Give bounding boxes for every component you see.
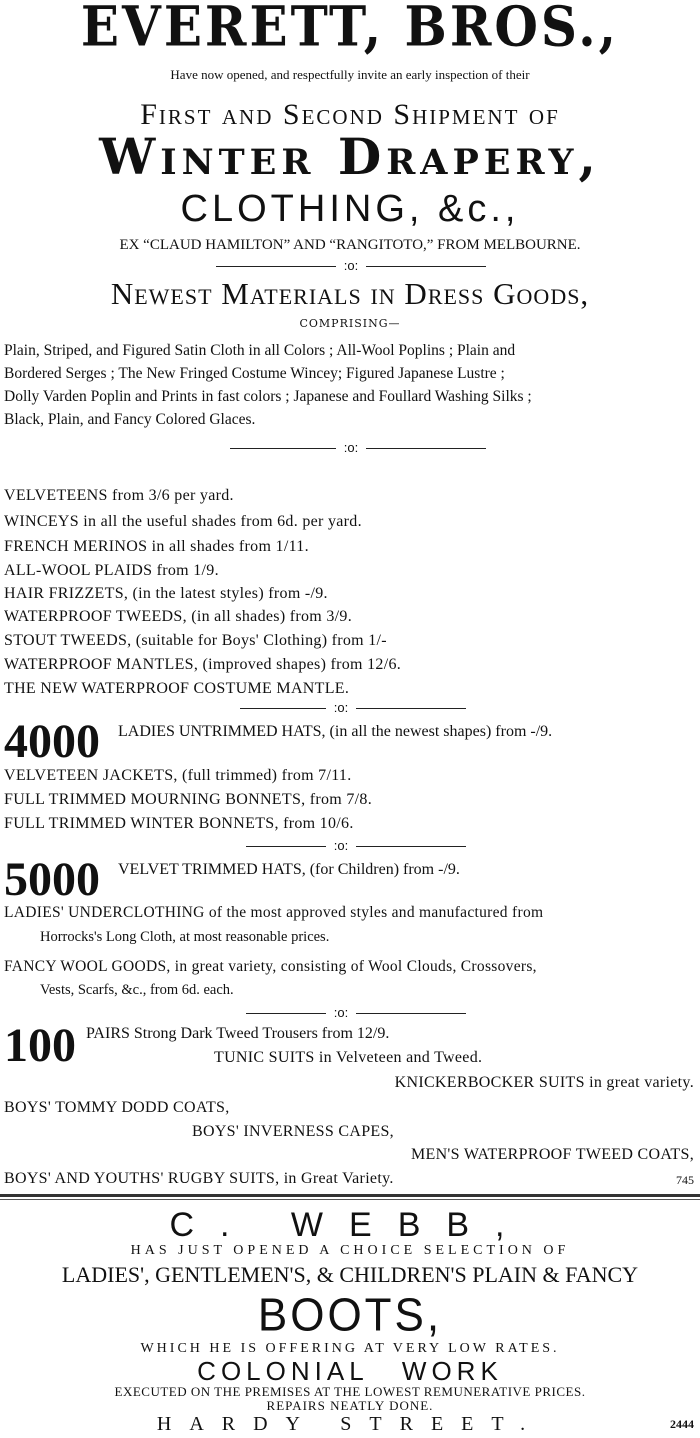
webb-ad-number: 2444 (670, 1417, 694, 1431)
rugby-suits-line: BOYS' AND YOUTHS' RUGBY SUITS, in Great Variety. (4, 1170, 394, 1187)
wool-goods-line: FANCY WOOL GOODS, in great variety, consisting of Wool Clouds, Crossovers, (4, 958, 537, 975)
comprising-label: COMPRISING— (299, 317, 401, 330)
divider-rule (240, 708, 326, 709)
materials-line: Bordered Serges ; The New Fringed Costume Wincey; Figured Japanese Lustre ; (4, 365, 505, 382)
divider-rule (366, 448, 486, 449)
divider-rule (356, 708, 466, 709)
newest-materials-heading: Newest Materials in Dress Goods, (110, 276, 590, 311)
webb-street: HARDY STREET. (156, 1413, 544, 1435)
everett-intro: Have now opened, and respectfully invite an early inspection of their (170, 67, 530, 82)
price-item: VELVETEENS from 3/6 per yard. (4, 487, 234, 504)
materials-line: Black, Plain, and Fancy Colored Glaces. (4, 411, 256, 428)
webb-name: C. WEBB, (169, 1206, 531, 1244)
divider-rule (366, 266, 486, 267)
price-item: FRENCH MERINOS in all shades from 1/11. (4, 538, 309, 555)
divider: :o: (343, 258, 359, 273)
trousers-100-number: 100 (4, 1019, 76, 1072)
mens-coats-line: MEN'S WATERPROOF TWEED COATS, (410, 1146, 694, 1163)
winter-drapery-heading: Winter Drapery, (99, 127, 601, 186)
underclothing-line: Horrocks's Long Cloth, at most reasonable prices. (40, 929, 330, 945)
divider: :o: (333, 1005, 349, 1020)
price-item: ALL-WOOL PLAIDS from 1/9. (4, 562, 219, 579)
price-item: WINCEYS in all the useful shades from 6d. per yard. (4, 513, 362, 530)
price-item: WATERPROOF MANTLES, (improved shapes) from 12/6. (4, 656, 402, 673)
underclothing-line: LADIES' UNDERCLOTHING of the most approved styles and manufactured from (4, 904, 544, 921)
divider-rule (246, 846, 326, 847)
inverness-line: BOYS' INVERNESS CAPES, (192, 1123, 394, 1140)
clothing-heading: CLOTHING, &c., (180, 188, 520, 230)
section-rule (0, 1199, 700, 1200)
trousers-100-text: PAIRS Strong Dark Tweed Trousers from 12/9. (86, 1025, 390, 1042)
materials-line: Plain, Striped, and Figured Satin Cloth in all Colors ; All-Wool Poplins ; Plain and (4, 342, 516, 359)
everett-title: EVERETT, BROS., (80, 0, 620, 59)
divider: :o: (333, 700, 349, 715)
divider-rule (356, 846, 466, 847)
hats-4000-text: LADIES UNTRIMMED HATS, (in all the newest shapes) from -/9. (118, 723, 553, 740)
tunic-suits-line: TUNIC SUITS in Velveteen and Tweed. (214, 1049, 483, 1066)
webb-repairs: REPAIRS NEATLY DONE. (266, 1398, 434, 1413)
divider-rule (216, 266, 336, 267)
tommy-dodd-line: BOYS' TOMMY DODD COATS, (4, 1099, 230, 1116)
jacket-item: FULL TRIMMED MOURNING BONNETS, from 7/8. (4, 791, 372, 808)
price-item: THE NEW WATERPROOF COSTUME MANTLE. (4, 680, 350, 697)
price-item: HAIR FRIZZETS, (in the latest styles) from -/9. (4, 585, 328, 602)
materials-line: Dolly Varden Poplin and Prints in fast colors ; Japanese and Foullard Washing Silks ; (4, 388, 532, 405)
divider-rule (230, 448, 336, 449)
shipment-heading: First and Second Shipment of (140, 98, 560, 131)
wool-goods-line: Vests, Scarfs, &c., from 6d. each. (40, 982, 234, 998)
divider-rule (246, 1013, 326, 1014)
divider-rule (356, 1013, 466, 1014)
section-rule (0, 1194, 700, 1197)
price-item: WATERPROOF TWEEDS, (in all shades) from 3/9. (4, 608, 352, 625)
jacket-item: VELVETEEN JACKETS, (full trimmed) from 7/11. (4, 767, 352, 784)
webb-boots: BOOTS, (257, 1289, 443, 1342)
hats-4000-number: 4000 (4, 715, 100, 768)
ex-ships-line: EX “CLAUD HAMILTON” AND “RANGITOTO,” FROM MELBOURNE. (119, 237, 581, 253)
divider: :o: (333, 838, 349, 853)
price-item: STOUT TWEEDS, (suitable for Boys' Clothing) from 1/- (4, 632, 387, 649)
knickerbocker-line: KNICKERBOCKER SUITS in great variety. (394, 1074, 694, 1091)
webb-executed: EXECUTED ON THE PREMISES AT THE LOWEST REMUNERATIVE PRICES. (114, 1384, 586, 1399)
hats-5000-number: 5000 (4, 853, 100, 906)
webb-opened: HAS JUST OPENED A CHOICE SELECTION OF (130, 1243, 570, 1258)
hats-5000-text: VELVET TRIMMED HATS, (for Children) from -/9. (118, 861, 460, 878)
divider: :o: (343, 440, 359, 455)
ad-number: 745 (676, 1173, 694, 1187)
jacket-item: FULL TRIMMED WINTER BONNETS, from 10/6. (4, 815, 354, 832)
webb-ladies: LADIES', GENTLEMEN'S, & CHILDREN'S PLAIN & FANCY (61, 1262, 639, 1287)
webb-offering: WHICH HE IS OFFERING AT VERY LOW RATES. (140, 1341, 560, 1356)
webb-colonial: COLONIAL WORK (197, 1356, 503, 1386)
